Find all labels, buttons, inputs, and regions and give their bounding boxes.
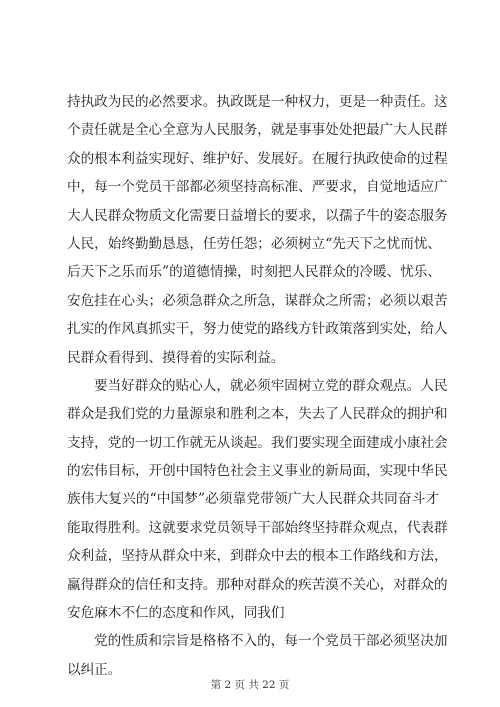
text-line: 大人民群众物质文化需要日益增长的要求，以孺子牛的姿态服务	[67, 207, 448, 224]
text-line: 扎实的作风真抓实干，努力使党的路线方针政策落到实处，给人	[67, 321, 448, 338]
text-line: 支持，党的一切工作就无从谈起。我们要实现全面建成小康社会	[67, 434, 448, 451]
text-line: 安危挂在心头；必须急群众之所急，谋群众之所需；必须以艰苦	[67, 292, 448, 309]
text-line: 族伟大复兴的“中国梦”必须靠党带领广大人民群众共同奋斗才	[67, 491, 439, 508]
text-line: 个责任就是全心全意为人民服务，就是事事处处把最广大人民群	[67, 122, 448, 139]
text-line: 党的性质和宗旨是格格不入的，每一个党员干部必须坚决加	[94, 633, 448, 650]
text-line: 以纠正。	[67, 661, 122, 678]
text-line: 的宏伟目标，开创中国特色社会主义事业的新局面，实现中华民	[67, 463, 448, 480]
text-line: 群众是我们党的力量源泉和胜利之本，失去了人民群众的拥护和	[67, 406, 448, 423]
text-line: 中，每一个党员干部都必须坚持高标准、严要求，自觉地适应广	[67, 179, 448, 196]
text-line: 众利益，坚持从群众中来，到群众中去的根本工作路线和方法，	[67, 548, 448, 565]
text-line: 赢得群众的信任和支持。那种对群众的疾苦漠不关心，对群众的	[67, 576, 448, 593]
page-footer: 第 2 页 共 22 页	[210, 679, 290, 691]
text-line: 持执政为民的必然要求。执政既是一种权力，更是一种责任。这	[67, 94, 448, 110]
text-line: 众的根本利益实现好、维护好、发展好。在履行执政使命的过程	[67, 150, 448, 167]
text-line: 安危麻木不仁的态度和作风，同我们	[67, 605, 285, 622]
body-text	[67, 88, 448, 684]
text-line: 人民，始终勤勤恳恳，任劳任怨；必须树立“先天下之忧而忧、	[67, 235, 441, 252]
text-line: 后天下之乐而乐”的道德情操，时刻把人民群众的冷暖、忧乐、	[67, 264, 441, 281]
text-line: 民群众看得到、摸得着的实际利益。	[67, 349, 285, 366]
text-line: 能取得胜利。这就要求党员领导干部始终坚持群众观点，代表群	[67, 519, 448, 536]
text-line: 要当好群众的贴心人，就必须牢固树立党的群众观点。人民	[94, 377, 448, 394]
